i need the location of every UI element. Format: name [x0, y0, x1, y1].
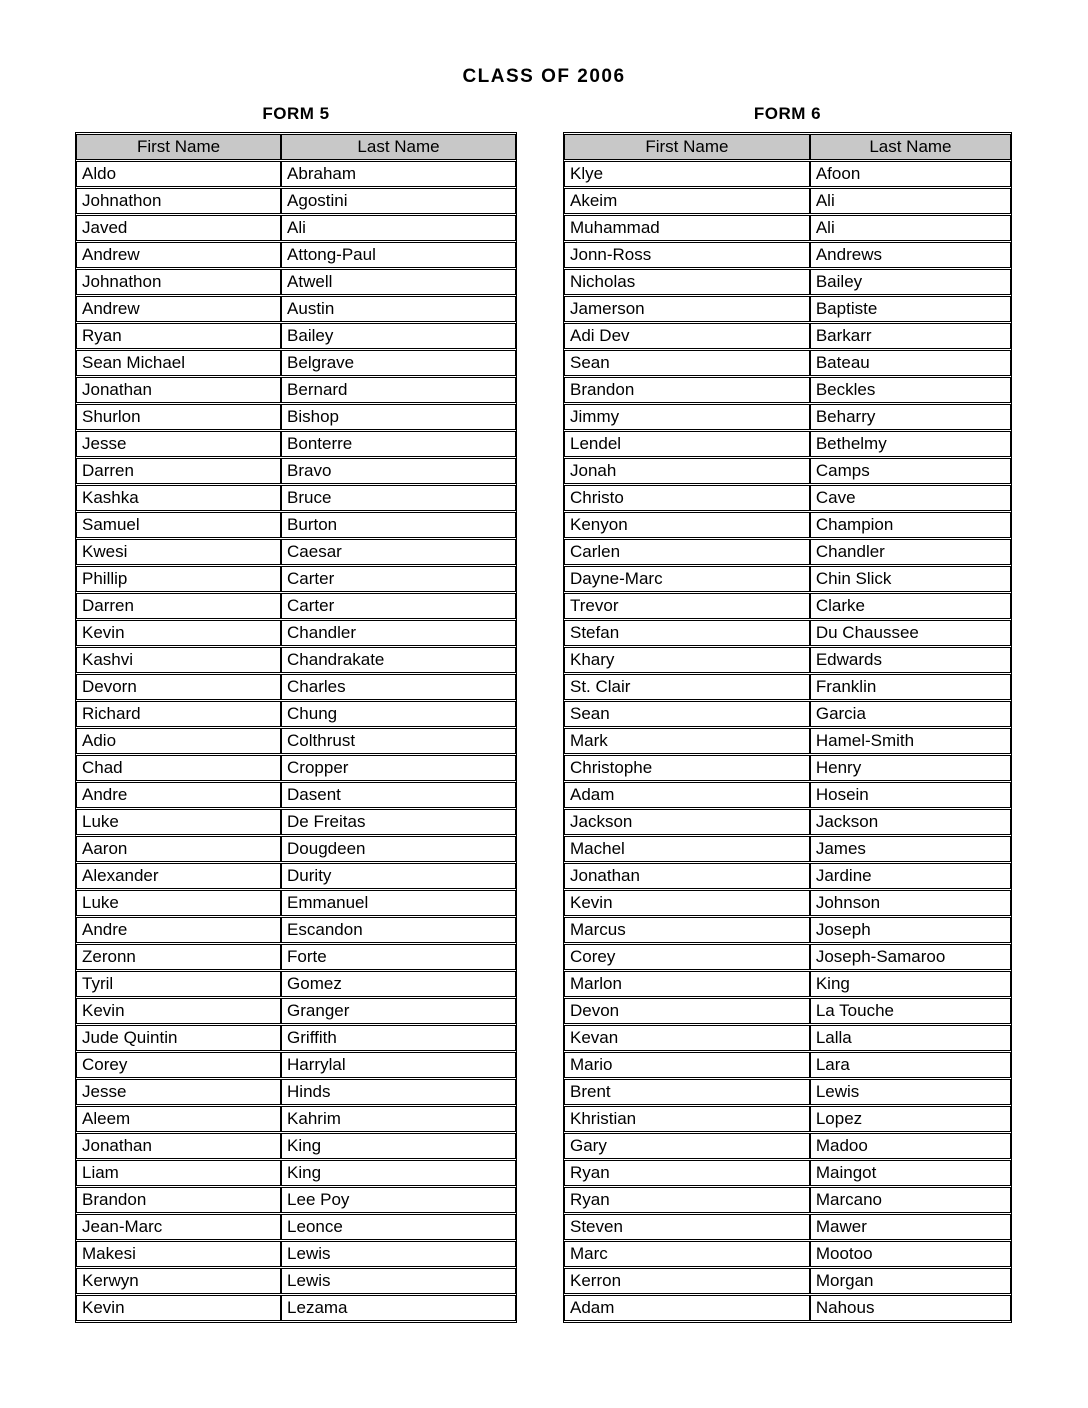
table-row — [76, 782, 516, 808]
table-row — [564, 1106, 1011, 1132]
table-row — [564, 296, 1011, 322]
first-name-cell: Muhammad — [564, 215, 810, 241]
last-name-cell: King — [281, 1160, 516, 1186]
first-name-cell: Stefan — [564, 620, 810, 646]
table-row — [76, 485, 516, 511]
table-row — [564, 242, 1011, 268]
first-name-cell: Marcus — [564, 917, 810, 943]
last-name-cell: Carter — [281, 566, 516, 592]
last-name-cell: Granger — [281, 998, 516, 1024]
table-row — [76, 944, 516, 970]
last-name-cell: Dougdeen — [281, 836, 516, 862]
last-name-cell: Hinds — [281, 1079, 516, 1105]
header-row — [76, 134, 516, 160]
last-name-cell: Lewis — [810, 1079, 1011, 1105]
form-5-table — [75, 132, 517, 1323]
first-name-cell: Jesse — [76, 431, 281, 457]
table-row — [564, 647, 1011, 673]
last-name-cell: Clarke — [810, 593, 1011, 619]
last-name-cell: Bailey — [810, 269, 1011, 295]
first-name-cell: Kevin — [564, 890, 810, 916]
table-row — [564, 404, 1011, 430]
last-name-cell: Nahous — [810, 1295, 1011, 1321]
table-row — [76, 917, 516, 943]
first-name-cell: Sean — [564, 350, 810, 376]
first-name-cell: Jackson — [564, 809, 810, 835]
first-name-cell: Brandon — [564, 377, 810, 403]
first-name-cell: Gary — [564, 1133, 810, 1159]
first-name-cell: Ryan — [564, 1160, 810, 1186]
form-6-table — [563, 132, 1012, 1323]
table-row — [76, 620, 516, 646]
last-name-cell: La Touche — [810, 998, 1011, 1024]
table-row — [564, 1241, 1011, 1267]
last-name-cell: Franklin — [810, 674, 1011, 700]
last-name-cell: Camps — [810, 458, 1011, 484]
last-name-cell: Escandon — [281, 917, 516, 943]
table-row — [76, 404, 516, 430]
first-name-cell: Lendel — [564, 431, 810, 457]
last-name-cell: Jackson — [810, 809, 1011, 835]
table-row — [564, 674, 1011, 700]
last-name-cell: Colthrust — [281, 728, 516, 754]
last-name-cell: Barkarr — [810, 323, 1011, 349]
last-name-cell: Carter — [281, 593, 516, 619]
first-name-cell: Machel — [564, 836, 810, 862]
table-row — [76, 242, 516, 268]
last-name-cell: Caesar — [281, 539, 516, 565]
first-name-cell: Javed — [76, 215, 281, 241]
last-name-cell: Morgan — [810, 1268, 1011, 1294]
last-name-cell: Madoo — [810, 1133, 1011, 1159]
first-name-cell: Andre — [76, 917, 281, 943]
first-name-cell: Jonah — [564, 458, 810, 484]
table-row — [564, 728, 1011, 754]
first-name-cell: Jonn-Ross — [564, 242, 810, 268]
table-row — [76, 1106, 516, 1132]
first-name-cell: Trevor — [564, 593, 810, 619]
first-name-cell: Ryan — [564, 1187, 810, 1213]
first-name-cell: Kashvi — [76, 647, 281, 673]
first-name-cell: Corey — [564, 944, 810, 970]
first-name-cell: Samuel — [76, 512, 281, 538]
last-name-cell: Atwell — [281, 269, 516, 295]
table-row — [564, 1133, 1011, 1159]
last-name-cell: Mootoo — [810, 1241, 1011, 1267]
first-name-cell: Kashka — [76, 485, 281, 511]
first-name-cell: Adio — [76, 728, 281, 754]
table-row — [564, 944, 1011, 970]
first-name-cell: Marlon — [564, 971, 810, 997]
last-name-cell: Joseph-Samaroo — [810, 944, 1011, 970]
last-name-cell: Griffith — [281, 1025, 516, 1051]
last-name-cell: Lopez — [810, 1106, 1011, 1132]
first-name-cell: Sean Michael — [76, 350, 281, 376]
first-name-cell: Liam — [76, 1160, 281, 1186]
first-name-cell: Aldo — [76, 161, 281, 187]
last-name-cell: Forte — [281, 944, 516, 970]
last-name-cell: Gomez — [281, 971, 516, 997]
last-name-cell: Beckles — [810, 377, 1011, 403]
first-name-cell: Kevin — [76, 998, 281, 1024]
last-name-cell: Ali — [810, 215, 1011, 241]
table-row — [76, 809, 516, 835]
first-name-cell: Johnathon — [76, 188, 281, 214]
table-row — [564, 458, 1011, 484]
last-name-cell: Kahrim — [281, 1106, 516, 1132]
first-name-cell: Mark — [564, 728, 810, 754]
header-row — [564, 134, 1011, 160]
last-name-cell: Chin Slick — [810, 566, 1011, 592]
last-name-cell: Bernard — [281, 377, 516, 403]
table-row — [564, 593, 1011, 619]
table-row — [76, 566, 516, 592]
first-name-cell: Chad — [76, 755, 281, 781]
table-row — [76, 1025, 516, 1051]
first-name-cell: Kerron — [564, 1268, 810, 1294]
last-name-cell: Attong-Paul — [281, 242, 516, 268]
table-row — [76, 512, 516, 538]
last-name-cell: Champion — [810, 512, 1011, 538]
last-name-cell: King — [281, 1133, 516, 1159]
table-row — [76, 971, 516, 997]
last-name-cell: Henry — [810, 755, 1011, 781]
table-row — [76, 728, 516, 754]
table-row — [564, 863, 1011, 889]
table-row — [76, 890, 516, 916]
last-name-cell: Agostini — [281, 188, 516, 214]
table-row — [76, 1079, 516, 1105]
table-row — [76, 1187, 516, 1213]
last-name-cell: Lewis — [281, 1268, 516, 1294]
table-row — [564, 377, 1011, 403]
last-name-cell: Maingot — [810, 1160, 1011, 1186]
table-row — [564, 431, 1011, 457]
first-name-cell: Jesse — [76, 1079, 281, 1105]
first-name-cell: Kevin — [76, 620, 281, 646]
page-title: CLASS OF 2006 — [462, 66, 626, 87]
form-5-section — [75, 103, 517, 1323]
first-name-cell: Jonathan — [76, 1133, 281, 1159]
first-name-cell: Andrew — [76, 296, 281, 322]
table-row — [76, 1295, 516, 1321]
table-row — [564, 215, 1011, 241]
first-name-cell: St. Clair — [564, 674, 810, 700]
table-row — [564, 1160, 1011, 1186]
last-name-cell: Chung — [281, 701, 516, 727]
table-row — [76, 674, 516, 700]
last-name-cell: Austin — [281, 296, 516, 322]
first-name-cell: Khary — [564, 647, 810, 673]
first-name-cell: Aaron — [76, 836, 281, 862]
first-name-cell: Shurlon — [76, 404, 281, 430]
last-name-cell: Chandler — [281, 620, 516, 646]
table-row — [564, 512, 1011, 538]
first-name-cell: Corey — [76, 1052, 281, 1078]
last-name-cell: Leonce — [281, 1214, 516, 1240]
first-name-cell: Steven — [564, 1214, 810, 1240]
first-name-cell: Jimmy — [564, 404, 810, 430]
first-name-cell: Nicholas — [564, 269, 810, 295]
first-name-cell: Jamerson — [564, 296, 810, 322]
first-name-cell: Aleem — [76, 1106, 281, 1132]
last-name-cell: King — [810, 971, 1011, 997]
last-name-cell: Edwards — [810, 647, 1011, 673]
table-row — [76, 836, 516, 862]
last-name-cell: Garcia — [810, 701, 1011, 727]
table-row — [564, 620, 1011, 646]
table-row — [564, 1268, 1011, 1294]
table-row — [76, 1133, 516, 1159]
last-name-cell: Hamel-Smith — [810, 728, 1011, 754]
table-row — [76, 1160, 516, 1186]
last-name-cell: Bailey — [281, 323, 516, 349]
first-name-cell: Kevan — [564, 1025, 810, 1051]
table-row — [76, 1052, 516, 1078]
first-name-cell: Andrew — [76, 242, 281, 268]
first-name-cell: Darren — [76, 593, 281, 619]
last-name-cell: Burton — [281, 512, 516, 538]
table-row — [564, 971, 1011, 997]
form-6-section — [563, 103, 1012, 1323]
last-name-cell: Lewis — [281, 1241, 516, 1267]
table-row — [564, 566, 1011, 592]
last-name-cell: Ali — [810, 188, 1011, 214]
last-name-cell: Bethelmy — [810, 431, 1011, 457]
last-name-cell: Jardine — [810, 863, 1011, 889]
table-row — [76, 458, 516, 484]
first-name-cell: Luke — [76, 890, 281, 916]
table-row — [564, 1052, 1011, 1078]
last-name-cell: Belgrave — [281, 350, 516, 376]
last-name-cell: Mawer — [810, 1214, 1011, 1240]
table-row — [76, 701, 516, 727]
table-row — [564, 1295, 1011, 1321]
first-name-cell: Zeronn — [76, 944, 281, 970]
first-name-cell: Jude Quintin — [76, 1025, 281, 1051]
first-name-cell: Sean — [564, 701, 810, 727]
first-name-cell: Ryan — [76, 323, 281, 349]
first-name-cell: Phillip — [76, 566, 281, 592]
first-name-cell: Richard — [76, 701, 281, 727]
table-row — [76, 350, 516, 376]
column-header: First Name — [564, 134, 810, 160]
table-row — [76, 863, 516, 889]
first-name-cell: Brandon — [76, 1187, 281, 1213]
table-row — [76, 215, 516, 241]
table-row — [564, 269, 1011, 295]
first-name-cell: Darren — [76, 458, 281, 484]
last-name-cell: James — [810, 836, 1011, 862]
first-name-cell: Devon — [564, 998, 810, 1024]
first-name-cell: Devorn — [76, 674, 281, 700]
first-name-cell: Johnathon — [76, 269, 281, 295]
table-row — [564, 323, 1011, 349]
last-name-cell: Baptiste — [810, 296, 1011, 322]
table-row — [76, 647, 516, 673]
last-name-cell: Du Chaussee — [810, 620, 1011, 646]
first-name-cell: Alexander — [76, 863, 281, 889]
table-row — [76, 377, 516, 403]
table-row — [76, 431, 516, 457]
table-row — [76, 296, 516, 322]
first-name-cell: Adi Dev — [564, 323, 810, 349]
last-name-cell: Lee Poy — [281, 1187, 516, 1213]
last-name-cell: Beharry — [810, 404, 1011, 430]
first-name-cell: Kwesi — [76, 539, 281, 565]
last-name-cell: Marcano — [810, 1187, 1011, 1213]
table-row — [564, 998, 1011, 1024]
first-name-cell: Jean-Marc — [76, 1214, 281, 1240]
table-row — [564, 1187, 1011, 1213]
first-name-cell: Makesi — [76, 1241, 281, 1267]
last-name-cell: Dasent — [281, 782, 516, 808]
table-row — [76, 1241, 516, 1267]
last-name-cell: De Freitas — [281, 809, 516, 835]
last-name-cell: Bravo — [281, 458, 516, 484]
first-name-cell: Kenyon — [564, 512, 810, 538]
table-row — [564, 809, 1011, 835]
first-name-cell: Carlen — [564, 539, 810, 565]
first-name-cell: Andre — [76, 782, 281, 808]
form-5-label: FORM 5 — [262, 104, 330, 123]
table-row — [564, 701, 1011, 727]
table-row — [76, 188, 516, 214]
last-name-cell: Ali — [281, 215, 516, 241]
table-row — [564, 1079, 1011, 1105]
last-name-cell: Emmanuel — [281, 890, 516, 916]
first-name-cell: Brent — [564, 1079, 810, 1105]
last-name-cell: Abraham — [281, 161, 516, 187]
table-row — [564, 188, 1011, 214]
first-name-cell: Marc — [564, 1241, 810, 1267]
last-name-cell: Bateau — [810, 350, 1011, 376]
table-row — [564, 161, 1011, 187]
first-name-cell: Kevin — [76, 1295, 281, 1321]
first-name-cell: Khristian — [564, 1106, 810, 1132]
last-name-cell: Johnson — [810, 890, 1011, 916]
last-name-cell: Durity — [281, 863, 516, 889]
last-name-cell: Chandler — [810, 539, 1011, 565]
last-name-cell: Cave — [810, 485, 1011, 511]
last-name-cell: Andrews — [810, 242, 1011, 268]
first-name-cell: Jonathan — [76, 377, 281, 403]
first-name-cell: Klye — [564, 161, 810, 187]
first-name-cell: Tyril — [76, 971, 281, 997]
table-row — [76, 539, 516, 565]
column-header: Last Name — [281, 134, 516, 160]
last-name-cell: Cropper — [281, 755, 516, 781]
table-row — [564, 782, 1011, 808]
last-name-cell: Lalla — [810, 1025, 1011, 1051]
table-row — [564, 755, 1011, 781]
table-row — [564, 890, 1011, 916]
last-name-cell: Joseph — [810, 917, 1011, 943]
last-name-cell: Hosein — [810, 782, 1011, 808]
first-name-cell: Adam — [564, 1295, 810, 1321]
first-name-cell: Christophe — [564, 755, 810, 781]
table-row — [564, 485, 1011, 511]
last-name-cell: Lara — [810, 1052, 1011, 1078]
first-name-cell: Jonathan — [564, 863, 810, 889]
last-name-cell: Charles — [281, 674, 516, 700]
first-name-cell: Luke — [76, 809, 281, 835]
table-row — [76, 161, 516, 187]
table-row — [76, 1214, 516, 1240]
last-name-cell: Afoon — [810, 161, 1011, 187]
table-row — [76, 998, 516, 1024]
table-row — [76, 323, 516, 349]
table-row — [564, 1214, 1011, 1240]
table-row — [76, 755, 516, 781]
table-row — [76, 269, 516, 295]
first-name-cell: Mario — [564, 1052, 810, 1078]
column-header: Last Name — [810, 134, 1011, 160]
first-name-cell: Kerwyn — [76, 1268, 281, 1294]
column-header: First Name — [76, 134, 281, 160]
table-row — [76, 1268, 516, 1294]
last-name-cell: Bishop — [281, 404, 516, 430]
last-name-cell: Chandrakate — [281, 647, 516, 673]
last-name-cell: Lezama — [281, 1295, 516, 1321]
last-name-cell: Harrylal — [281, 1052, 516, 1078]
form-6-label: FORM 6 — [753, 104, 822, 123]
last-name-cell: Bruce — [281, 485, 516, 511]
table-row — [76, 593, 516, 619]
first-name-cell: Christo — [564, 485, 810, 511]
table-row — [564, 350, 1011, 376]
table-row — [564, 836, 1011, 862]
table-row — [564, 917, 1011, 943]
first-name-cell: Adam — [564, 782, 810, 808]
first-name-cell: Dayne-Marc — [564, 566, 810, 592]
first-name-cell: Akeim — [564, 188, 810, 214]
table-row — [564, 539, 1011, 565]
last-name-cell: Bonterre — [281, 431, 516, 457]
table-row — [564, 1025, 1011, 1051]
